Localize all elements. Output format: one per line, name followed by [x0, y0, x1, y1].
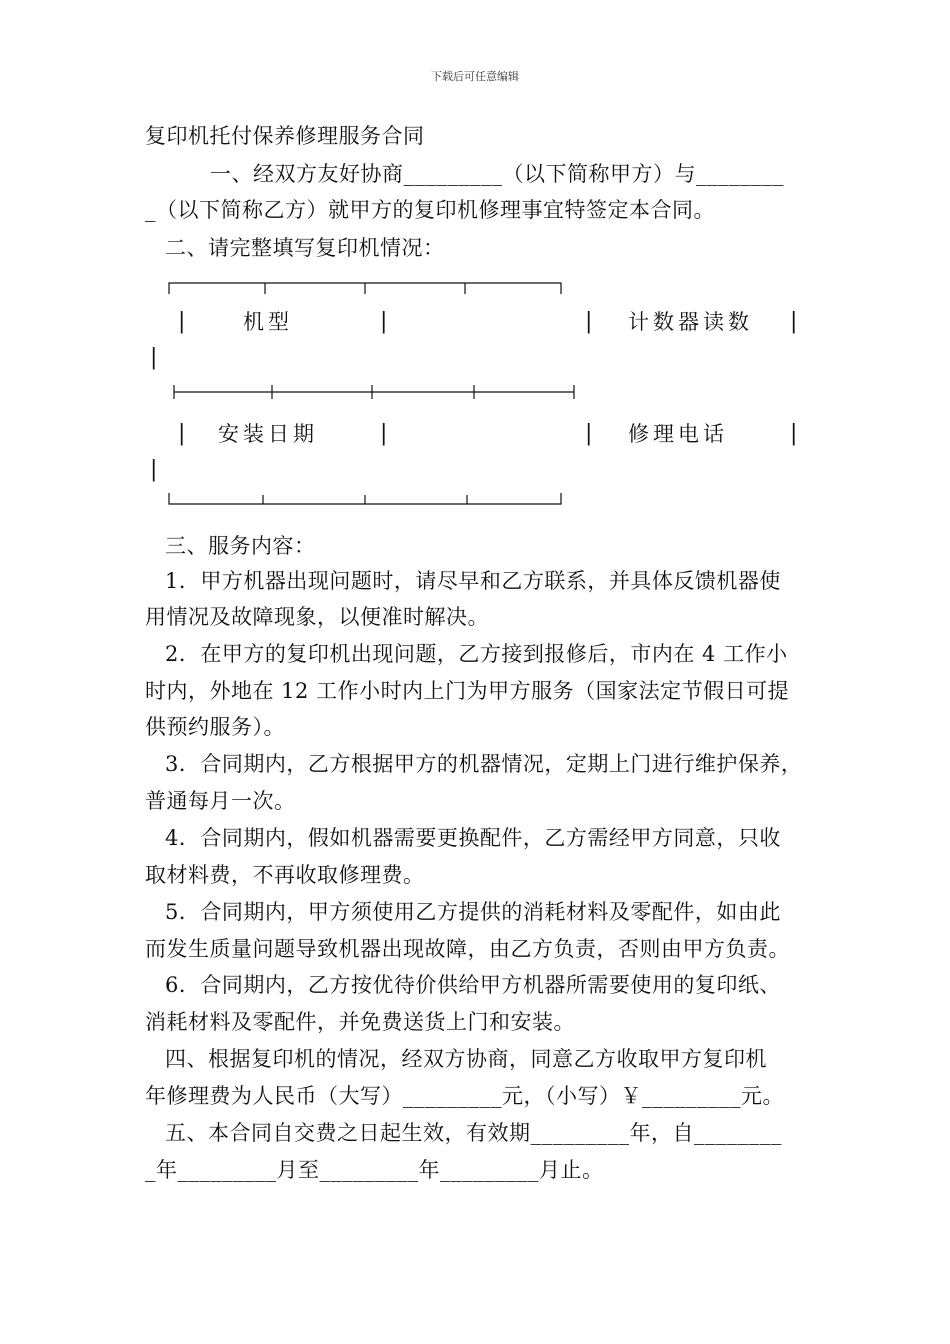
item-2-line-2: 时内，外地在 12 工作小时内上门为甲方服务（国家法定节假日可提: [145, 679, 790, 703]
paragraph-2: 二、请完整填写复印机情况：: [165, 236, 445, 260]
table-separator: |: [790, 309, 798, 334]
paragraph-5-line-2: _年_________月至_________年_________月止。: [145, 1158, 604, 1182]
paragraph-1-line-1: 一、经双方友好协商_________（以下简称甲方）与________: [210, 162, 784, 186]
paragraph-5-line-1: 五、本合同自交费之日起生效，有效期_________年，自________: [165, 1121, 782, 1145]
table-separator: |: [150, 457, 158, 482]
item-6-line-2: 消耗材料及零配件，并免费送货上门和安装。: [145, 1010, 575, 1034]
item-4-line-1: 4．合同期内，假如机器需要更换配件，乙方需经甲方同意，只收: [165, 826, 781, 850]
table-separator: |: [150, 345, 158, 370]
item-4-line-2: 取材料费，不再收取修理费。: [145, 863, 425, 887]
paragraph-1-line-2: _（以下简称乙方）就甲方的复印机修理事宜特签定本合同。: [145, 198, 715, 222]
table-separator: |: [380, 309, 388, 334]
paragraph-3: 三、服务内容：: [165, 534, 316, 558]
table-middle-border: [168, 385, 588, 399]
table-separator: |: [178, 421, 186, 446]
item-1-line-1: 1．甲方机器出现问题时，请尽早和乙方联系，并具体反馈机器使: [165, 569, 781, 593]
table-separator: |: [790, 421, 798, 446]
table-top-border: [155, 281, 575, 295]
repair-phone-label: 修理电话: [628, 422, 728, 446]
item-3-line-2: 普通每月一次。: [145, 789, 296, 813]
table-separator: |: [380, 421, 388, 446]
counter-reading-label: 计数器读数: [628, 310, 753, 334]
item-2-line-1: 2．在甲方的复印机出现问题，乙方接到报修后，市内在 4 工作小: [165, 642, 788, 666]
item-2-line-3: 供预约服务）。: [145, 715, 285, 739]
table-separator: |: [585, 309, 593, 334]
table-separator: |: [585, 421, 593, 446]
paragraph-4-line-1: 四、根据复印机的情况，经双方协商，同意乙方收取甲方复印机: [165, 1047, 767, 1071]
install-date-label: 安装日期: [218, 422, 318, 446]
table-bottom-border: [155, 492, 575, 506]
item-3-line-1: 3．合同期内，乙方根据甲方的机器情况，定期上门进行维护保养，: [165, 752, 803, 776]
page-header-note: 下载后可任意编辑: [431, 70, 519, 83]
item-5-line-1: 5．合同期内，甲方须使用乙方提供的消耗材料及零配件，如由此: [165, 900, 781, 924]
model-label: 机型: [243, 310, 293, 334]
item-1-line-2: 用情况及故障现象，以便准时解决。: [145, 605, 489, 629]
table-separator: |: [178, 309, 186, 334]
document-title: 复印机托付保养修理服务合同: [145, 124, 425, 148]
item-5-line-2: 而发生质量问题导致机器出现故障，由乙方负责，否则由甲方负责。: [145, 937, 790, 961]
item-6-line-1: 6．合同期内，乙方按优待价供给甲方机器所需要使用的复印纸、: [165, 973, 781, 997]
paragraph-4-line-2: 年修理费为人民币（大写）_________元，（小写）￥_________元。: [145, 1084, 784, 1108]
